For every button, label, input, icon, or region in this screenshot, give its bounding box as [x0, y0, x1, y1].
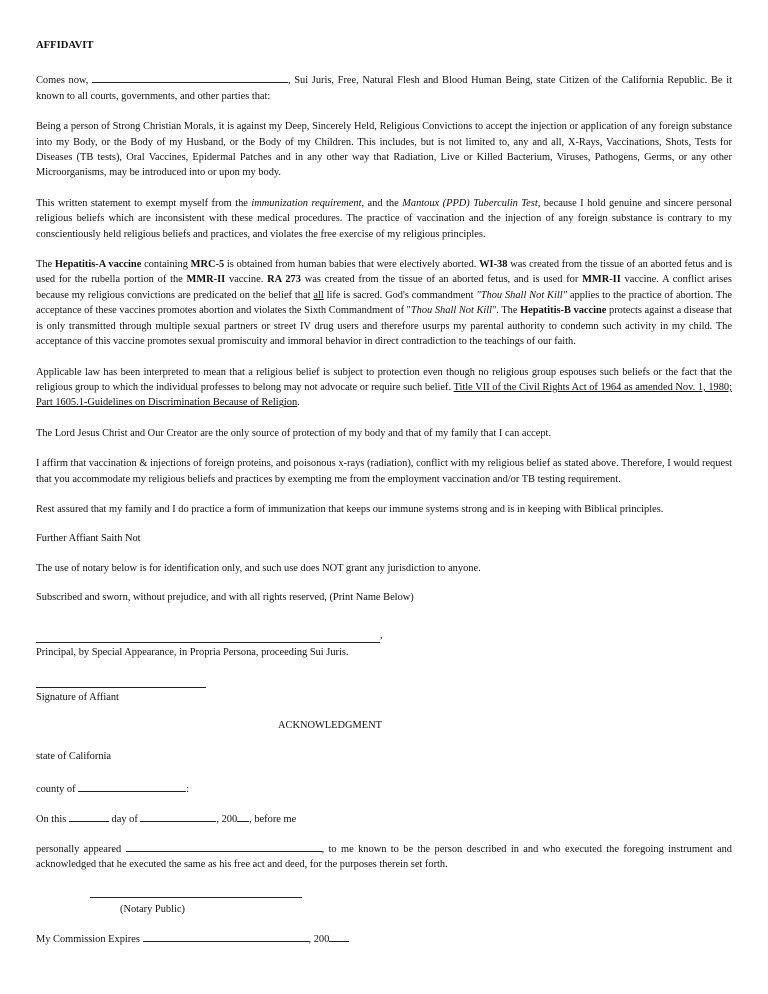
vaccines-text-4: was created from the tissue of an aborted fetus and is used for the rubella portion of the	[36, 259, 732, 286]
vaccines-bold-7: Hepatitis-B vaccine	[520, 305, 607, 317]
signature-line[interactable]	[36, 686, 206, 688]
vaccines-bold-4: MMR-II	[186, 274, 226, 286]
beliefs-paragraph: Being a person of Strong Christian Morals, it is against my Deep, Sincerely Held, Religious Convictions to accept the injection or application of any foreign substance into my Body, or the Body of my Husband, or the Body of my Children. This includes, but is not limited to, any and all, X-Rays, Vaccinations, Shots, Tests for Diseases (TB tests), Oral Vaccines, Epidermal Patches and in any other way that Radiation, Live or Killed Bacterium, Viruses, Pathogens, Germs, or any other Microorganisms, may be introduced into or upon my body.	[36, 121, 732, 179]
affiant-name-blank[interactable]	[92, 71, 288, 83]
year-blank[interactable]	[237, 810, 249, 822]
vaccines-text-6: was created from the tissue of an aborted fetus, and is used for	[300, 274, 583, 286]
on-this-pre: On this	[36, 814, 69, 825]
vaccines-italic-1: "Thou Shall Not Kill"	[476, 289, 568, 301]
signature-block	[36, 676, 236, 705]
further-affiant: Further Affiant Saith Not	[36, 533, 141, 545]
vaccines-text-7: vaccine. A conflict arises because my religious convictions are predicated on the belief that	[36, 274, 732, 301]
state-line: state of California	[36, 751, 112, 762]
statement-text-1: This written statement to exempt myself from the	[36, 197, 252, 209]
month-blank[interactable]	[140, 810, 216, 822]
on-this-post: , before me	[249, 814, 297, 825]
principal-block	[36, 628, 396, 661]
vaccines-paragraph	[36, 257, 732, 349]
day-blank[interactable]	[69, 810, 109, 822]
personally-post: , to me known to be the person described in and who executed the foregoing instrument and acknowledged that he executed the same as his free act and deed, for the purposes therein set forth.	[36, 844, 732, 871]
vaccines-text-5: vaccine.	[225, 274, 268, 286]
vaccines-bold-6: MMR-II	[582, 274, 621, 286]
county-line	[36, 780, 189, 797]
document-title: AFFIDAVIT	[36, 40, 94, 51]
commission-pre: My Commission Expires	[36, 934, 143, 945]
commission-line	[36, 930, 349, 947]
vaccines-italic-2: Thou Shall Not Kill	[410, 305, 493, 317]
law-text-2: .	[297, 397, 300, 409]
vaccines-text-11: protects against a disease that is only transmitted through multiple sexual partners or street IV drug users and therefore usurps my parental authority to condemn such activity in my child. The acceptance of this vaccine promotes sexual promiscuity and immoral behavior in direct contradiction to the teachings of our faith.	[36, 305, 732, 348]
principal-name-line[interactable]	[36, 641, 380, 643]
vaccines-text-9: applies to the practice of abortion. The acceptance of these vaccines promotes abortion and violates the Sixth Commandment of "	[36, 289, 732, 317]
on-this-line	[36, 810, 296, 827]
intro-paragraph	[36, 71, 732, 104]
vaccines-text-1: The	[36, 259, 55, 271]
vaccines-bold-1: Hepatitis-A vaccine	[54, 259, 142, 271]
principal-label: Principal, by Special Appearance, in Propria Persona, proceeding Sui Juris.	[36, 647, 349, 659]
law-citation: Title VII of the Civil Rights Act of 1964 as amended Nov. 1, 1980; Part 1605.1-Guidelines on Discrimination Because of Religion	[36, 381, 732, 409]
statement-text-3: , because I hold genuine and sincere personal religious beliefs which are inconsistent with these medical procedures. The practice of vaccination and the injection of any foreign substance is contrary to my conscientiously held religious beliefs and practices, and violates the free exercise of my religious principles.	[36, 197, 733, 240]
law-text-1: Applicable law has been interpreted to mean that a religious belief is subject to protection even though no religious group espouses such beliefs or the fact that the religious group to which the individual professes to belong may not advocate or require such belief.	[36, 366, 732, 393]
intro-pre: Comes now,	[36, 75, 92, 87]
notary-use-statement: The use of notary below is for identification only, and such use does NOT grant any jurisdiction to anyone.	[36, 562, 481, 574]
personally-pre: personally appeared	[36, 844, 126, 855]
on-this-mid2: , 200	[216, 814, 238, 825]
vaccines-text-10: ". The	[492, 305, 521, 317]
principal-comma: ,	[380, 630, 383, 641]
county-post: :	[186, 784, 190, 795]
notary-signature-line[interactable]	[90, 896, 302, 898]
notary-label: (Notary Public)	[120, 904, 185, 915]
on-this-mid1: day of	[108, 814, 141, 825]
statement-italic-1: immunization requirement	[251, 197, 362, 209]
vaccines-underline-1: all	[313, 289, 324, 301]
affirm-paragraph: I affirm that vaccination & injections of foreign proteins, and poisonous x-rays (radiation), conflict with my religious belief as stated above. Therefore, I would request that you accommodate my religious beliefs and practices by exempting me from the employment vaccination and/or TB testing requirement.	[36, 458, 732, 485]
intro-post: , Sui Juris, Free, Natural Flesh and Blood Human Being, state Citizen of the California Republic. Be it known to all courts, governments, and other parties that:	[36, 75, 732, 102]
county-pre: county of	[36, 784, 79, 795]
commission-mid: , 200	[308, 934, 330, 945]
vaccines-bold-2: MRC-5	[190, 259, 225, 271]
law-paragraph	[36, 365, 732, 411]
appeared-name-blank[interactable]	[126, 840, 322, 852]
signature-label: Signature of Affiant	[36, 692, 119, 703]
vaccines-text-8: life is sacred. God's commandment	[323, 289, 477, 301]
commission-date-blank[interactable]	[143, 930, 309, 942]
rest-paragraph: Rest assured that my family and I do practice a form of immunization that keeps our immune systems strong and is in keeping with Biblical principles.	[36, 503, 664, 515]
statement-italic-2: Mantoux (PPD) Tuberculin Test	[402, 197, 538, 209]
personally-appeared-paragraph	[36, 840, 732, 873]
subscribed-statement: Subscribed and sworn, without prejudice, and with all rights reserved, (Print Name Below)	[36, 592, 414, 604]
county-blank[interactable]	[78, 780, 186, 792]
vaccines-bold-3: WI-38	[479, 259, 508, 271]
vaccines-text-2: containing	[141, 259, 191, 271]
statement-text-2: , and the	[361, 197, 403, 209]
acknowledgment-title: ACKNOWLEDGMENT	[278, 720, 382, 731]
statement-paragraph	[36, 196, 732, 242]
notary-block	[90, 886, 304, 917]
vaccines-bold-5: RA 273	[267, 274, 301, 286]
lord-paragraph: The Lord Jesus Christ and Our Creator are the only source of protection of my body and that of my family that I can accept.	[36, 427, 552, 439]
commission-year-blank[interactable]	[329, 930, 349, 942]
vaccines-text-3: is obtained from human babies that were electively aborted.	[224, 259, 480, 271]
